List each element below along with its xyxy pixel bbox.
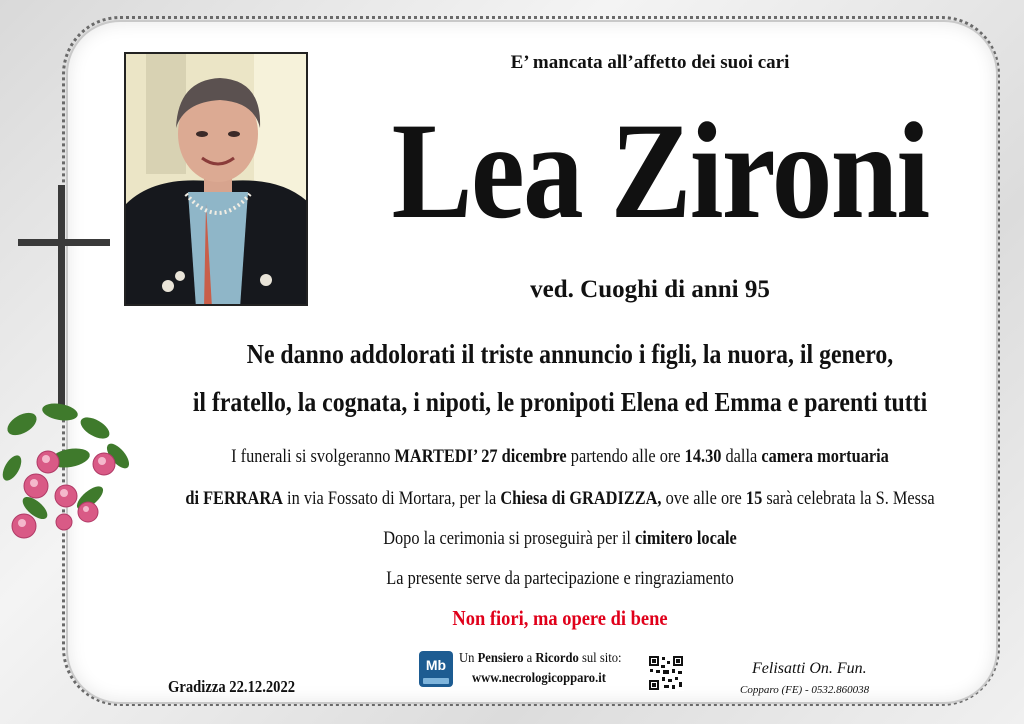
deceased-subtitle: ved. Cuoghi di anni 95 [530,276,770,303]
site-url[interactable]: www.necrologicopparo.it [472,671,606,686]
site-tagline: Un Pensiero a Ricordo sul sito: [459,651,622,666]
no-flowers-note: Non fiori, ma opere di bene [452,606,668,630]
announcement-line-2: il fratello, la cognata, i nipoti, le pronipoti Elena ed Emma e parenti tutti [192,387,928,417]
funeral-line-3: Dopo la cerimonia si proseguirà per il cimitero locale [383,528,737,549]
funeral-home-contact: Copparo (FE) - 0532.860038 [740,684,870,696]
cross-icon [18,185,110,415]
qr-code-icon[interactable] [648,655,684,691]
funeral-line-1: I funerali si svolgeranno MARTEDI’ 27 dicembre partendo alle ore 14.30 dalla camera mortuaria [231,446,889,467]
roses-bouquet-icon [0,398,140,548]
funeral-line-2: di FERRARA in via Fossato di Mortara, per la Chiesa di GRADIZZA, ove alle ore 15 sarà celebrata la S. Messa [185,488,935,509]
place-date: Gradizza 22.12.2022 [168,677,296,696]
announcement-line-1: Ne danno addolorati il triste annuncio i figli, la nuora, il genero, [246,339,894,369]
funeral-line-4: La presente serve da partecipazione e ringraziamento [386,568,734,589]
funeral-home-name: Felisatti On. Fun. [752,660,867,677]
intro-text: E’ mancata all’affetto dei suoi cari [510,52,790,73]
deceased-name: Lea Zironi [391,94,929,247]
portrait-photo [124,52,308,306]
mb-logo-icon: Mb [419,651,453,687]
